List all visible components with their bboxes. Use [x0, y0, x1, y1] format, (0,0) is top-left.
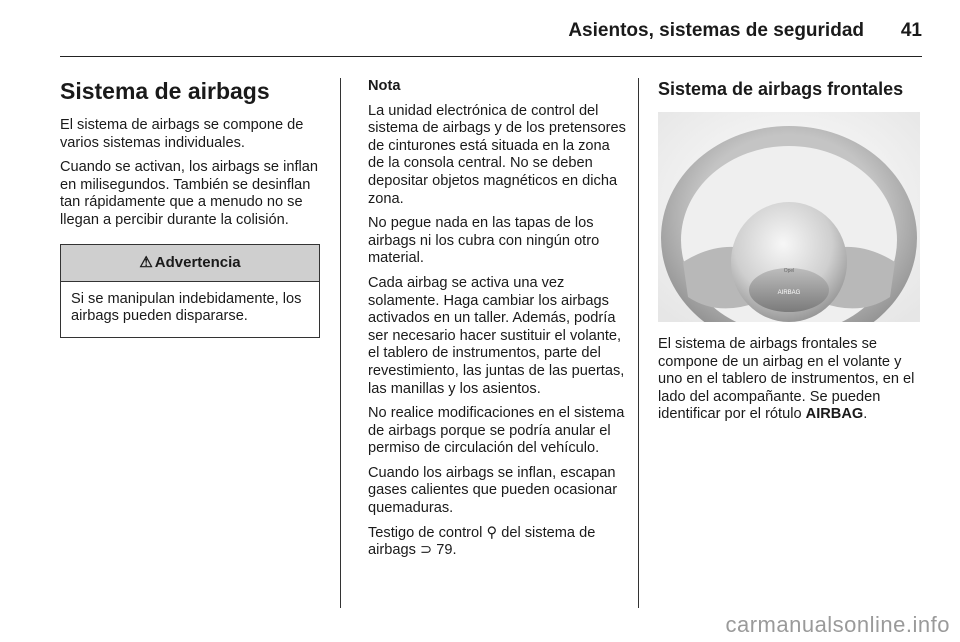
- column-2: [368, 78, 626, 567]
- note-label: Nota: [368, 78, 401, 94]
- indicator-text: Testigo de control: [368, 524, 483, 541]
- note-paragraph: Cada airbag se activa una vez solamente. Haga cambiar los airbags activados en un taller. Además, podría ser necesario hacer sustituir el volante, el tablero de instrumentos, parte del revestimiento, las juntas de las puertas, las manillas y los asientos.: [368, 274, 625, 397]
- indicator-text: del sistema de airbags: [368, 524, 596, 559]
- section-title: Asientos, sistemas de seguridad: [568, 20, 864, 41]
- note-paragraph: La unidad electrónica de control del sistema de airbags y de los pretensores de cinturones está situada en la zona de la consola central. No se deben depositar objetos magnéticos en dicha zona.: [368, 102, 626, 207]
- page-reference-icon: ⊃: [419, 542, 433, 559]
- page-reference[interactable]: 79.: [436, 542, 457, 559]
- note-block: [368, 78, 626, 458]
- paragraph-text: El sistema de airbags frontales se compone de un airbag en el volante y uno en el tablero de instrumentos, en el lado del acompañante. Se pueden identificar por el rótulo: [658, 336, 915, 423]
- svg-text:Opel: Opel: [783, 268, 795, 274]
- warning-text: Si se manipulan indebidamente, los airbags pueden dispararse.: [71, 290, 302, 325]
- column-divider: [638, 78, 639, 608]
- paragraph-end: .: [863, 406, 868, 423]
- paragraph: [658, 336, 922, 424]
- warning-title: Advertencia: [154, 253, 241, 271]
- column-1: [60, 78, 326, 338]
- paragraph: Cuando los airbags se inflan, escapan gases calientes que pueden ocasionar quemaduras.: [368, 464, 618, 517]
- note-paragraph: No pegue nada en las tapas de los airbags ni los cubra con ningún otro material.: [368, 215, 600, 267]
- section-heading: Sistema de airbags frontales: [658, 79, 904, 99]
- note-paragraph: No realice modificaciones en el sistema de airbags porque se podría anular el permiso de circulación del vehículo.: [368, 405, 625, 457]
- paragraph: Cuando se activan, los airbags se inflan en milisegundos. También se desinflan tan rápidamente que a menudo no se llegan a percibir durante la colisión.: [60, 159, 318, 228]
- steering-wheel-image: [658, 112, 920, 322]
- airbag-label: AIRBAG: [777, 290, 801, 296]
- watermark: carmanualsonline.info: [725, 612, 950, 637]
- airbag-label-text: AIRBAG: [805, 406, 864, 423]
- section-heading: Sistema de airbags: [60, 78, 270, 104]
- page-number: 41: [900, 20, 922, 41]
- column-divider: [340, 78, 341, 608]
- warning-header: [61, 245, 319, 282]
- indicator-paragraph: [368, 525, 626, 560]
- warning-triangle-icon: ⚠: [139, 253, 153, 271]
- warning-box: [60, 244, 320, 338]
- paragraph: El sistema de airbags se compone de varios sistemas individuales.: [60, 117, 304, 151]
- page-header: [60, 20, 922, 57]
- airbag-indicator-icon: ⚲: [486, 524, 498, 541]
- steering-wheel-illustration: [658, 112, 920, 322]
- column-3: [658, 78, 922, 431]
